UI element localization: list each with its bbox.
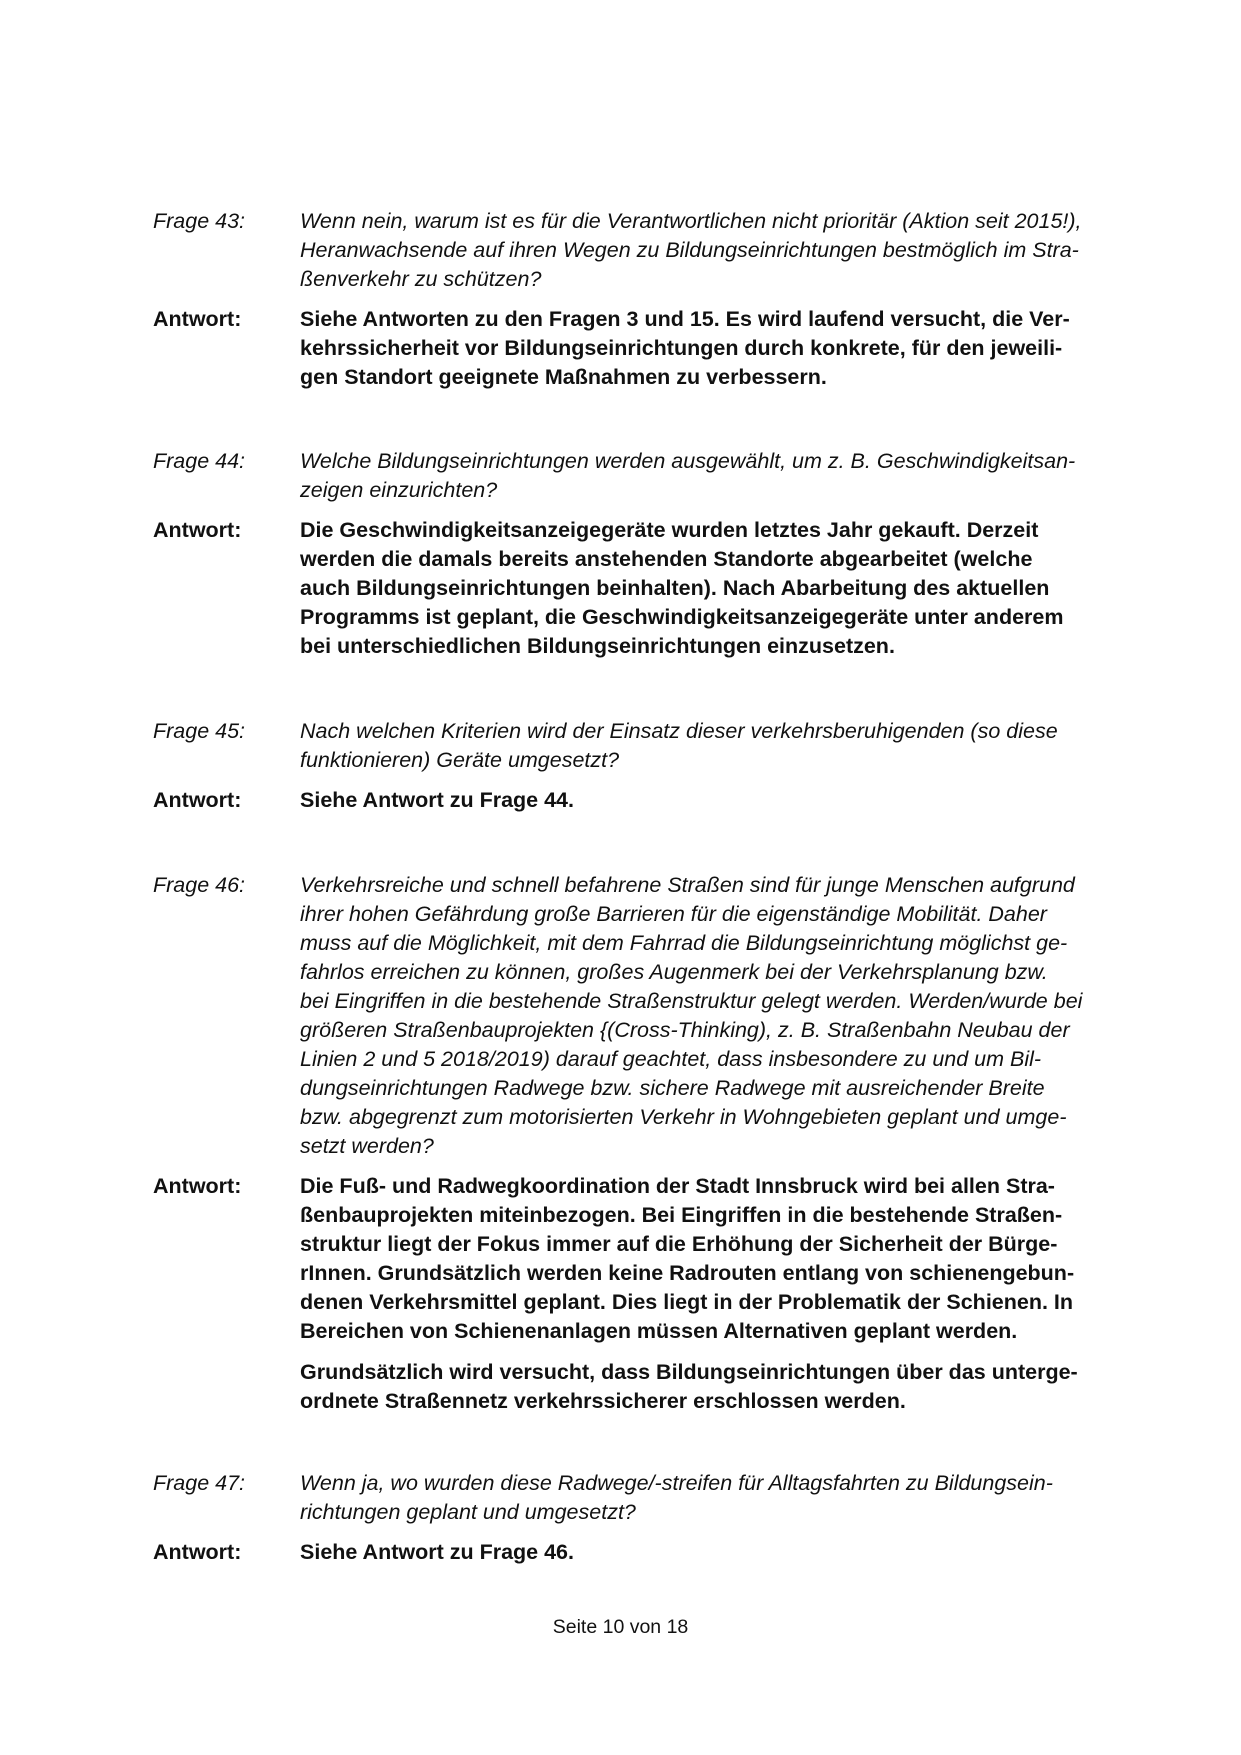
question-label: Frage 43: <box>153 209 246 233</box>
text-line: funktionieren) Geräte umgesetzt? <box>300 748 620 772</box>
text-line: Siehe Antworten zu den Fragen 3 und 15. Es wird laufend versucht, die Ver- <box>300 307 1070 331</box>
text-line: ordnete Straßennetz verkehrssicherer erschlossen werden. <box>300 1389 906 1413</box>
question-label: Frage 44: <box>153 449 246 473</box>
qa-block-46 <box>153 871 1143 1416</box>
text-line: bei Eingriffen in die bestehende Straßenstruktur gelegt werden. Werden/wurde bei <box>300 989 1083 1013</box>
qa-block-47 <box>153 1469 1143 1567</box>
text-line: dungseinrichtungen Radwege bzw. sichere Radwege mit ausreichender Breite <box>300 1076 1045 1100</box>
question-text <box>300 1469 1143 1527</box>
question-text <box>300 871 1143 1161</box>
text-line: richtungen geplant und umgesetzt? <box>300 1500 636 1524</box>
answer-text <box>300 305 1143 392</box>
text-line: Grundsätzlich wird versucht, dass Bildungseinrichtungen über das unterge- <box>300 1360 1078 1384</box>
text-line: auch Bildungseinrichtungen beinhalten). Nach Abarbeitung des aktuellen <box>300 576 1050 600</box>
text-line: Heranwachsende auf ihren Wegen zu Bildungseinrichtungen bestmöglich im Stra- <box>300 238 1079 262</box>
text-line: fahrlos erreichen zu können, großes Augenmerk bei der Verkehrsplanung bzw. <box>300 960 1048 984</box>
qa-block-45 <box>153 717 1143 815</box>
question-label: Frage 46: <box>153 873 246 897</box>
text-line: Nach welchen Kriterien wird der Einsatz dieser verkehrsberuhigenden (so diese <box>300 719 1058 743</box>
text-line: setzt werden? <box>300 1134 434 1158</box>
text-line: Bereichen von Schienenanlagen müssen Alternativen geplant werden. <box>300 1319 1018 1343</box>
question-text <box>300 717 1143 775</box>
answer-45 <box>153 786 1143 815</box>
answer-47 <box>153 1538 1143 1567</box>
question-text <box>300 447 1143 505</box>
answer-label: Antwort: <box>153 307 242 331</box>
text-line: denen Verkehrsmittel geplant. Dies liegt in der Problematik der Schienen. In <box>300 1290 1074 1314</box>
text-line: größeren Straßenbauprojekten {(Cross-Thinking), z. B. Straßenbahn Neubau der <box>300 1018 1070 1042</box>
text-line: Wenn nein, warum ist es für die Verantwortlichen nicht prioritär (Aktion seit 2015!), <box>300 209 1082 233</box>
text-line: Siehe Antwort zu Frage 44. <box>300 788 574 812</box>
question-label: Frage 45: <box>153 719 246 743</box>
qa-block-44 <box>153 447 1143 661</box>
answer-paragraph <box>300 516 1143 661</box>
answer-43 <box>153 305 1143 392</box>
text-line: Siehe Antwort zu Frage 46. <box>300 1540 574 1564</box>
answer-paragraph <box>300 1358 1143 1416</box>
answer-text <box>300 516 1143 661</box>
text-line: ßenbauprojekten miteinbezogen. Bei Eingriffen in die bestehende Straßen- <box>300 1203 1063 1227</box>
answer-text <box>300 786 1143 815</box>
text-line: Wenn ja, wo wurden diese Radwege/-streifen für Alltagsfahrten zu Bildungsein- <box>300 1471 1053 1495</box>
answer-44 <box>153 516 1143 661</box>
text-line: kehrssicherheit vor Bildungseinrichtungen durch konkrete, für den jeweili- <box>300 336 1063 360</box>
text-line: bzw. abgegrenzt zum motorisierten Verkehr in Wohngebieten geplant und umge- <box>300 1105 1067 1129</box>
answer-paragraph <box>300 1538 1143 1567</box>
text-line: Die Geschwindigkeitsanzeigegeräte wurden letztes Jahr gekauft. Derzeit <box>300 518 1039 542</box>
text-line: ihrer hohen Gefährdung große Barrieren für die eigenständige Mobilität. Daher <box>300 902 1047 926</box>
text-line: Die Fuß- und Radwegkoordination der Stadt Innsbruck wird bei allen Stra- <box>300 1174 1055 1198</box>
question-47 <box>153 1469 1143 1527</box>
text-line: Programms ist geplant, die Geschwindigkeitsanzeigegeräte unter anderem <box>300 605 1064 629</box>
answer-46 <box>153 1172 1143 1416</box>
text-line: struktur liegt der Fokus immer auf die Erhöhung der Sicherheit der Bürge- <box>300 1232 1058 1256</box>
text-line: bei unterschiedlichen Bildungseinrichtungen einzusetzen. <box>300 634 895 658</box>
text-line: muss auf die Möglichkeit, mit dem Fahrrad die Bildungseinrichtung möglichst ge- <box>300 931 1068 955</box>
question-label: Frage 47: <box>153 1471 246 1495</box>
answer-text <box>300 1172 1143 1416</box>
answer-label: Antwort: <box>153 788 242 812</box>
question-43 <box>153 207 1143 294</box>
question-text <box>300 207 1143 294</box>
answer-label: Antwort: <box>153 1174 242 1198</box>
qa-block-43 <box>153 207 1143 392</box>
answer-label: Antwort: <box>153 518 242 542</box>
question-46 <box>153 871 1143 1161</box>
answer-label: Antwort: <box>153 1540 242 1564</box>
answer-paragraph <box>300 786 1143 815</box>
question-44 <box>153 447 1143 505</box>
page-number-footer: Seite 10 von 18 <box>552 1616 689 1638</box>
text-line: rInnen. Grundsätzlich werden keine Radrouten entlang von schienengebun- <box>300 1261 1075 1285</box>
text-line: Verkehrsreiche und schnell befahrene Straßen sind für junge Menschen aufgrund <box>300 873 1075 897</box>
text-line: ßenverkehr zu schützen? <box>300 267 542 291</box>
text-line: zeigen einzurichten? <box>300 478 498 502</box>
text-line: gen Standort geeignete Maßnahmen zu verbessern. <box>300 365 827 389</box>
text-line: Linien 2 und 5 2018/2019) darauf geachtet, dass insbesondere zu und um Bil- <box>300 1047 1042 1071</box>
text-line: Welche Bildungseinrichtungen werden ausgewählt, um z. B. Geschwindigkeitsan- <box>300 449 1076 473</box>
answer-paragraph <box>300 1172 1143 1346</box>
question-45 <box>153 717 1143 775</box>
answer-text <box>300 1538 1143 1567</box>
answer-paragraph <box>300 305 1143 392</box>
text-line: werden die damals bereits anstehenden Standorte abgearbeitet (welche <box>300 547 1033 571</box>
